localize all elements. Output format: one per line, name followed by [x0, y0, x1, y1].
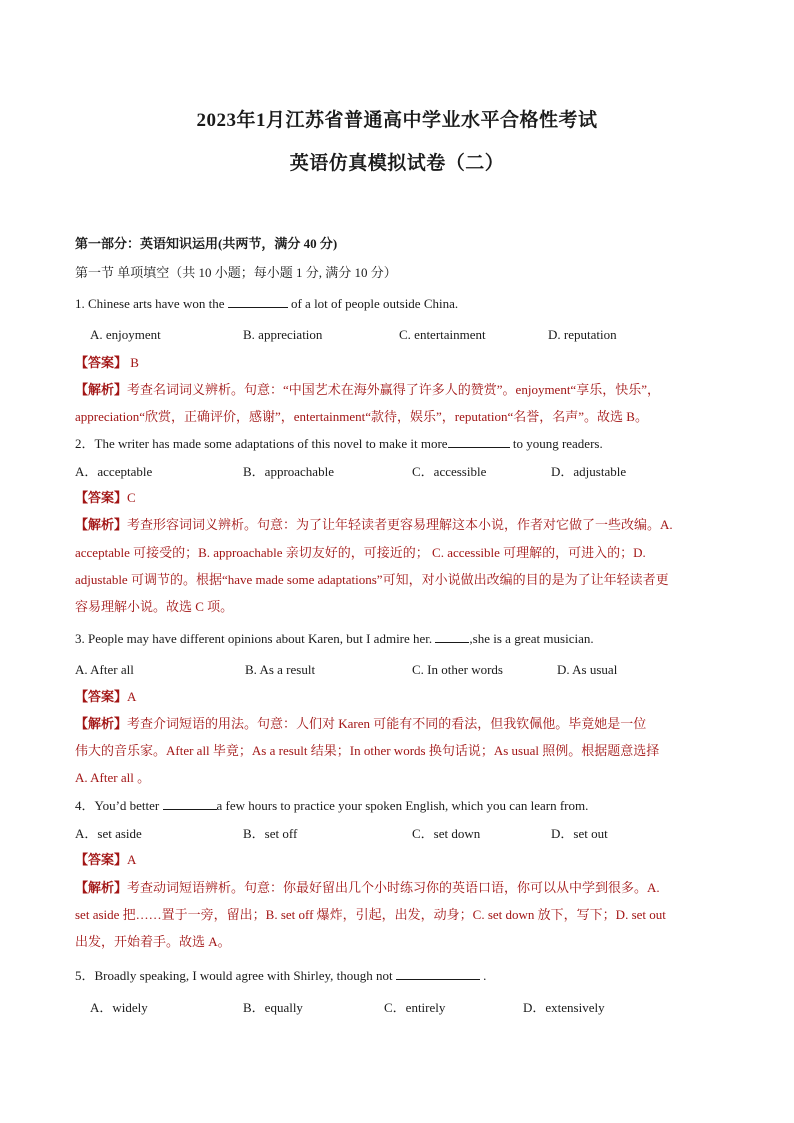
answer-blank	[228, 295, 288, 308]
question-1-answer: 【答案】 B	[75, 355, 139, 370]
question-5-stem: 5．Broadly speaking, I would agree with Shirley, though not .	[75, 968, 487, 983]
question-4-stem: 4．You’d better a few hours to practice your spoken English, which you can learn from.	[75, 798, 589, 813]
exam-title: 2023年1月江苏省普通高中学业水平合格性考试	[196, 110, 598, 131]
question-3-option-d: D. As usual	[557, 662, 618, 677]
question-3-option-b: B. As a result	[245, 662, 316, 677]
question-4-analysis-line-2: set aside 把……置于一旁，留出；B. set off 爆炸，引起，出发，动身；C. set down 放下，写下；D. set out	[75, 907, 666, 922]
question-1-analysis-line-2: appreciation“欣赏，正确评价，感谢”，entertainment“款待，娱乐”，reputation“名誉，名声”。故选 B。	[75, 409, 648, 424]
question-3-answer: 【答案】A	[75, 689, 137, 704]
question-2-option-d: D．adjustable	[551, 464, 627, 479]
question-4-analysis-line-3: 出发，开始着手。故选 A。	[75, 934, 231, 949]
question-3-option-a: A. After all	[75, 662, 134, 677]
section-heading: 第一节 单项填空（共 10 小题；每小题 1 分, 满分 10 分）	[75, 265, 397, 280]
question-2-analysis-line-3: adjustable 可调节的。根据“have made some adaptations”可知，对小说做出改编的目的是为了让年轻读者更	[75, 572, 669, 587]
question-5-option-c: C．entirely	[384, 1000, 446, 1015]
question-2-stem: 2．The writer has made some adaptations of this novel to make it more to young readers.	[75, 436, 603, 451]
answer-blank	[435, 630, 469, 643]
question-2-analysis-line-4: 容易理解小说。故选 C 项。	[75, 599, 234, 614]
question-4-option-c: C．set down	[412, 826, 481, 841]
answer-blank	[396, 967, 480, 980]
question-3-analysis-line-1: 【解析】考查介词短语的用法。句意：人们对 Karen 可能有不同的看法，但我钦佩他。毕竟她是一位	[75, 716, 647, 731]
question-3-stem: 3. People may have different opinions about Karen, but I admire her. ,she is a great musician.	[75, 631, 594, 646]
question-4-option-b: B．set off	[243, 826, 298, 841]
exam-subtitle: 英语仿真模拟试卷（二）	[289, 153, 505, 174]
part-heading: 第一部分：英语知识运用(共两节，满分 40 分)	[75, 236, 338, 251]
question-1-option-d: D. reputation	[548, 327, 617, 342]
question-4-option-a: A．set aside	[75, 826, 142, 841]
answer-blank	[448, 435, 510, 448]
question-4-analysis-line-1: 【解析】考查动词短语辨析。句意：你最好留出几个小时练习你的英语口语，你可以从中学到很多。A.	[75, 880, 660, 895]
question-1-option-b: B. appreciation	[243, 327, 323, 342]
question-2-analysis-line-2: acceptable 可接受的；B. approachable 亲切友好的，可接近的； C. accessible 可理解的，可进入的；D.	[75, 545, 646, 560]
question-1-option-c: C. entertainment	[399, 327, 486, 342]
question-2-analysis-line-1: 【解析】考查形容词词义辨析。句意：为了让年轻读者更容易理解这本小说，作者对它做了一些改编。A.	[75, 517, 673, 532]
question-4-option-d: D．set out	[551, 826, 608, 841]
question-4-answer: 【答案】A	[75, 852, 137, 867]
question-1-analysis-line-1: 【解析】考查名词词义辨析。句意：“中国艺术在海外赢得了许多人的赞赏”。enjoyment“享乐，快乐”，	[75, 382, 660, 397]
question-2-answer: 【答案】C	[75, 490, 136, 505]
question-3-option-c: C. In other words	[412, 662, 503, 677]
question-2-option-a: A．acceptable	[75, 464, 153, 479]
question-3-analysis-line-3: A. After all 。	[75, 770, 151, 785]
question-1-option-a: A. enjoyment	[90, 327, 161, 342]
question-5-option-b: B．equally	[243, 1000, 303, 1015]
question-1-stem: 1. Chinese arts have won the of a lot of people outside China.	[75, 296, 459, 311]
question-3-analysis-line-2: 伟大的音乐家。After all 毕竟；As a result 结果；In other words 换句话说；As usual 照例。根据题意选择	[75, 743, 660, 758]
question-5-option-d: D．extensively	[523, 1000, 605, 1015]
answer-blank	[163, 797, 217, 810]
question-2-option-c: C．accessible	[412, 464, 487, 479]
question-2-option-b: B．approachable	[243, 464, 334, 479]
question-5-option-a: A．widely	[90, 1000, 148, 1015]
